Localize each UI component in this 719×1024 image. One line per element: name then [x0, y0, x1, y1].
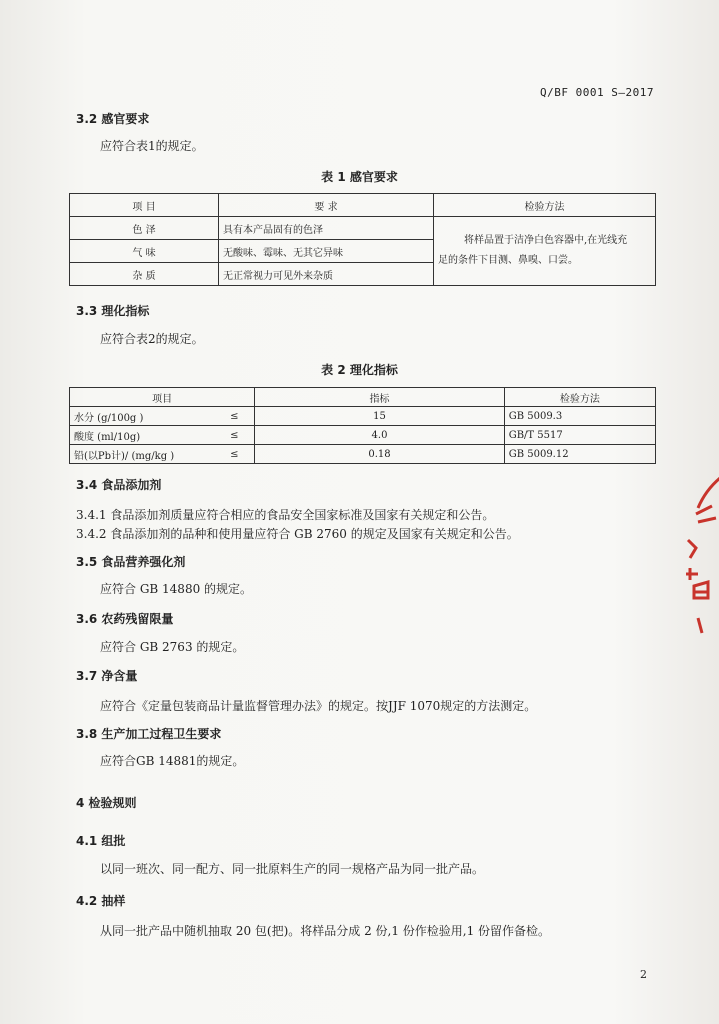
- physicochemical-table: [69, 387, 656, 464]
- less-equal-symbol: ≤: [214, 407, 255, 426]
- column-header-item: 项 目: [70, 194, 219, 217]
- section-3-5-text: 应符合 GB 14880 的规定。: [100, 582, 253, 596]
- section-3-4-heading: 3.4 食品添加剂: [76, 478, 162, 492]
- table-1-title: 表 1 感官要求: [321, 170, 398, 184]
- less-equal-symbol: ≤: [214, 445, 255, 464]
- method-cell: GB/T 5517: [504, 426, 655, 445]
- column-header-requirement: 要 求: [219, 194, 434, 217]
- page-number: 2: [640, 968, 647, 981]
- table-header-row: [70, 388, 656, 407]
- section-3-2-heading: 3.2 感官要求: [76, 112, 150, 126]
- item-cell: 气 味: [70, 240, 219, 263]
- table-row: [70, 426, 656, 445]
- less-equal-symbol: ≤: [214, 426, 255, 445]
- column-header-indicator: 指标: [255, 388, 504, 407]
- seal-mark: [698, 618, 702, 633]
- section-4-2-heading: 4.2 抽样: [76, 894, 126, 908]
- seal-arc: [698, 478, 719, 508]
- method-line-2: 足的条件下目测、鼻嗅、口尝。: [438, 255, 578, 266]
- sensory-table: [69, 193, 656, 286]
- section-4-1-text: 以同一班次、同一配方、同一批原料生产的同一规格产品为同一批产品。: [100, 862, 485, 876]
- table-row: [70, 217, 656, 240]
- item-cell: 铅(以Pb计)/ (mg/kg ): [70, 445, 215, 464]
- method-cell: GB 5009.12: [504, 445, 655, 464]
- seal-mark: [694, 582, 708, 598]
- indicator-value-cell: 15: [255, 407, 504, 426]
- column-header-item: 项目: [70, 388, 255, 407]
- method-line-1: 将样品置于洁净白色容器中,在光线充: [464, 235, 628, 246]
- item-cell: 酸度 (ml/10g): [70, 426, 215, 445]
- section-3-3-text: 应符合表2的规定。: [100, 332, 204, 346]
- requirement-cell: 无酸味、霉味、无其它异味: [219, 240, 434, 263]
- section-3-7-heading: 3.7 净含量: [76, 669, 138, 683]
- indicator-value-cell: 4.0: [255, 426, 504, 445]
- item-cell: 水分 (g/100g ): [70, 407, 215, 426]
- table-2-title: 表 2 理化指标: [321, 363, 398, 377]
- method-cell: GB 5009.3: [504, 407, 655, 426]
- section-3-4-1-text: 3.4.1 食品添加剂质量应符合相应的食品安全国家标准及国家有关规定和公告。: [76, 508, 495, 522]
- column-header-method: 检验方法: [504, 388, 655, 407]
- column-header-method: 检验方法: [434, 194, 656, 217]
- standard-code: Q/BF 0001 S—2017: [540, 86, 654, 99]
- seal-mark: [688, 540, 696, 558]
- section-4-2-text: 从同一批产品中随机抽取 20 包(把)。将样品分成 2 份,1 份作检验用,1 份留作备检。: [100, 924, 551, 938]
- requirement-cell: 无正常视力可见外来杂质: [219, 263, 434, 286]
- item-cell: 色 泽: [70, 217, 219, 240]
- section-4-1-heading: 4.1 组批: [76, 834, 126, 848]
- section-3-8-heading: 3.8 生产加工过程卫生要求: [76, 727, 222, 741]
- item-cell: 杂 质: [70, 263, 219, 286]
- section-3-6-text: 应符合 GB 2763 的规定。: [100, 640, 245, 654]
- table-row: [70, 407, 656, 426]
- section-3-2-text: 应符合表1的规定。: [100, 139, 204, 153]
- section-4-heading: 4 检验规则: [76, 796, 137, 810]
- red-seal-stamp: [668, 468, 719, 648]
- section-3-3-heading: 3.3 理化指标: [76, 304, 150, 318]
- section-3-6-heading: 3.6 农药残留限量: [76, 612, 174, 626]
- section-3-8-text: 应符合GB 14881的规定。: [100, 754, 245, 768]
- table-header-row: [70, 194, 656, 217]
- section-3-7-text: 应符合《定量包装商品计量监督管理办法》的规定。按JJF 1070规定的方法测定。: [100, 699, 537, 713]
- seal-mark: [686, 568, 698, 580]
- indicator-value-cell: 0.18: [255, 445, 504, 464]
- method-cell: [434, 217, 656, 286]
- table-row: [70, 445, 656, 464]
- section-3-5-heading: 3.5 食品营养强化剂: [76, 555, 186, 569]
- requirement-cell: 具有本产品固有的色泽: [219, 217, 434, 240]
- section-3-4-2-text: 3.4.2 食品添加剂的品种和使用量应符合 GB 2760 的规定及国家有关规定和公告。: [76, 527, 519, 541]
